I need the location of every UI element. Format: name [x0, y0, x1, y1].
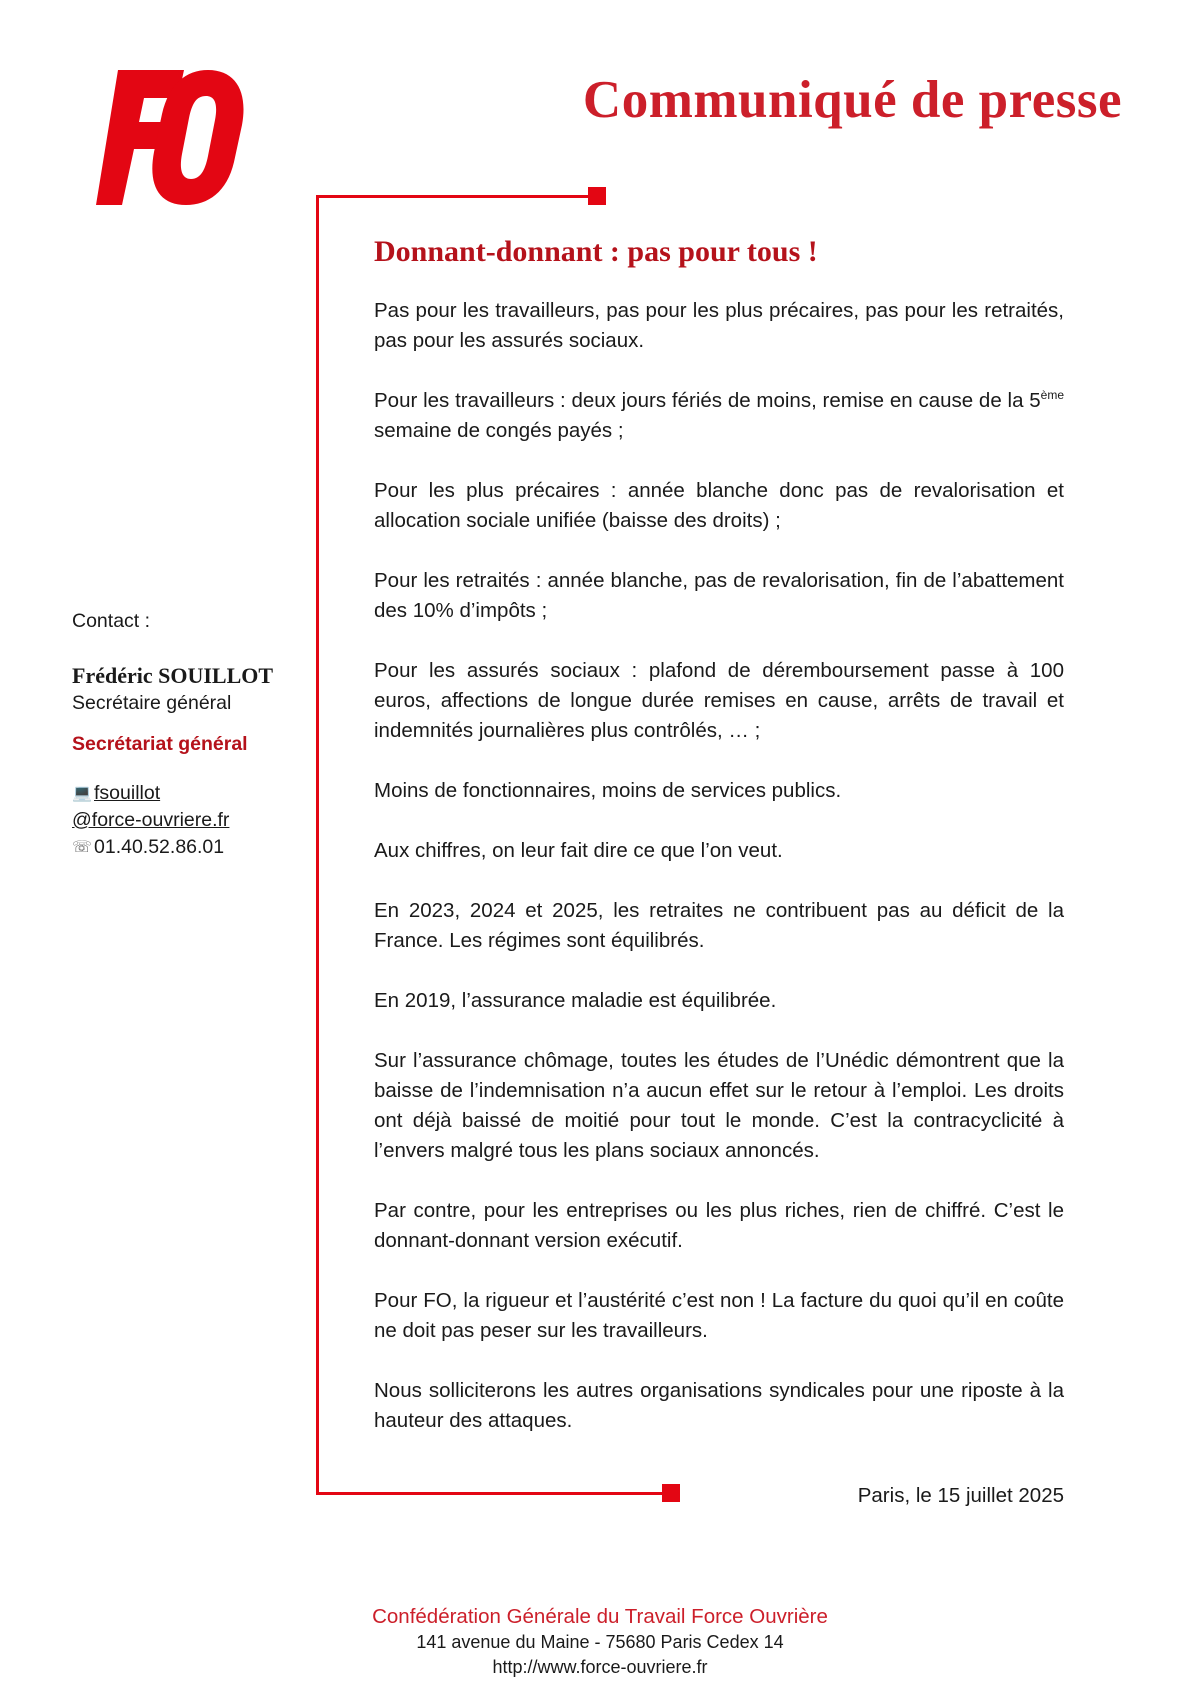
email-user[interactable]: fsouillot	[94, 782, 161, 804]
frame-left-line	[316, 195, 319, 1495]
contact-email[interactable]	[72, 780, 312, 807]
footer	[0, 1603, 1200, 1680]
email-domain[interactable]: @force-ouvriere.fr	[72, 809, 230, 831]
frame-bottom-line	[316, 1492, 667, 1495]
paragraph: Nous solliciterons les autres organisations syndicales pour une riposte à la hauteur des attaques.	[374, 1379, 1064, 1432]
fo-logo	[96, 70, 246, 205]
phone-number: 01.40.52.86.01	[94, 836, 225, 858]
footer-website[interactable]: http://www.force-ouvriere.fr	[492, 1657, 708, 1677]
paragraph: Sur l’assurance chômage, toutes les études de l’Unédic démontrent que la baisse de l’indemnisation n’a aucun effet sur le retour à l’emploi. Les droits ont déjà baissé de moitié pour tout le monde. C’est la contracyclicité à l’envers malgré tous les plans sociaux annoncés.	[374, 1049, 1064, 1162]
frame-top-square	[588, 187, 606, 205]
telephone-icon: ☏	[72, 839, 93, 856]
contact-phone	[72, 834, 312, 861]
paragraph: Pour les retraités : année blanche, pas de revalorisation, fin de l’abattement des 10% d’impôts ;	[374, 569, 1064, 622]
contact-sidebar	[72, 606, 312, 861]
frame-bottom-square	[662, 1484, 680, 1502]
paragraph: En 2019, l’assurance maladie est équilibrée.	[374, 989, 777, 1012]
footer-org: Confédération Générale du Travail Force Ouvrière	[372, 1605, 828, 1628]
paragraph: Aux chiffres, on leur fait dire ce que l’on veut.	[374, 839, 783, 862]
paragraph: En 2023, 2024 et 2025, les retraites ne contribuent pas au déficit de la France. Les régimes sont équilibrés.	[374, 899, 1064, 952]
contact-name: Frédéric SOUILLOT	[72, 663, 274, 688]
paragraph: Par contre, pour les entreprises ou les plus riches, rien de chiffré. C’est le donnant-donnant version exécutif.	[374, 1199, 1064, 1252]
footer-address: 141 avenue du Maine - 75680 Paris Cedex 14	[416, 1632, 784, 1652]
article-heading: Donnant-donnant : pas pour tous !	[374, 235, 818, 268]
paragraph: Pour les plus précaires : année blanche donc pas de revalorisation et allocation sociale unifiée (baisse des droits) ;	[374, 479, 1064, 532]
contact-role: Secrétaire général	[72, 692, 232, 714]
paragraph: Moins de fonctionnaires, moins de services publics.	[374, 779, 842, 802]
frame-top-line	[316, 195, 593, 198]
contact-label: Contact :	[72, 610, 151, 632]
paragraph: Pas pour les travailleurs, pas pour les plus précaires, pas pour les retraités, pas pour les assurés sociaux.	[374, 299, 1064, 352]
page-title: Communiqué de presse	[582, 71, 1122, 129]
contact-email-domain[interactable]	[72, 807, 312, 834]
computer-icon: 💻	[72, 785, 92, 802]
release-date: Paris, le 15 juillet 2025	[857, 1484, 1064, 1507]
paragraph: Pour les travailleurs : deux jours fériés de moins, remise en cause de la 5ème semaine de congés payés ;	[374, 388, 1064, 442]
paragraph: Pour FO, la rigueur et l’austérité c’est non ! La facture du quoi qu’il en coûte ne doit pas peser sur les travailleurs.	[374, 1289, 1064, 1342]
paragraph: Pour les assurés sociaux : plafond de déremboursement passe à 100 euros, affections de longue durée remises en cause, arrêts de travail et indemnités journalières plus contrôlés, … ;	[374, 659, 1064, 742]
contact-department: Secrétariat général	[72, 733, 248, 755]
article-body	[374, 232, 1064, 1466]
